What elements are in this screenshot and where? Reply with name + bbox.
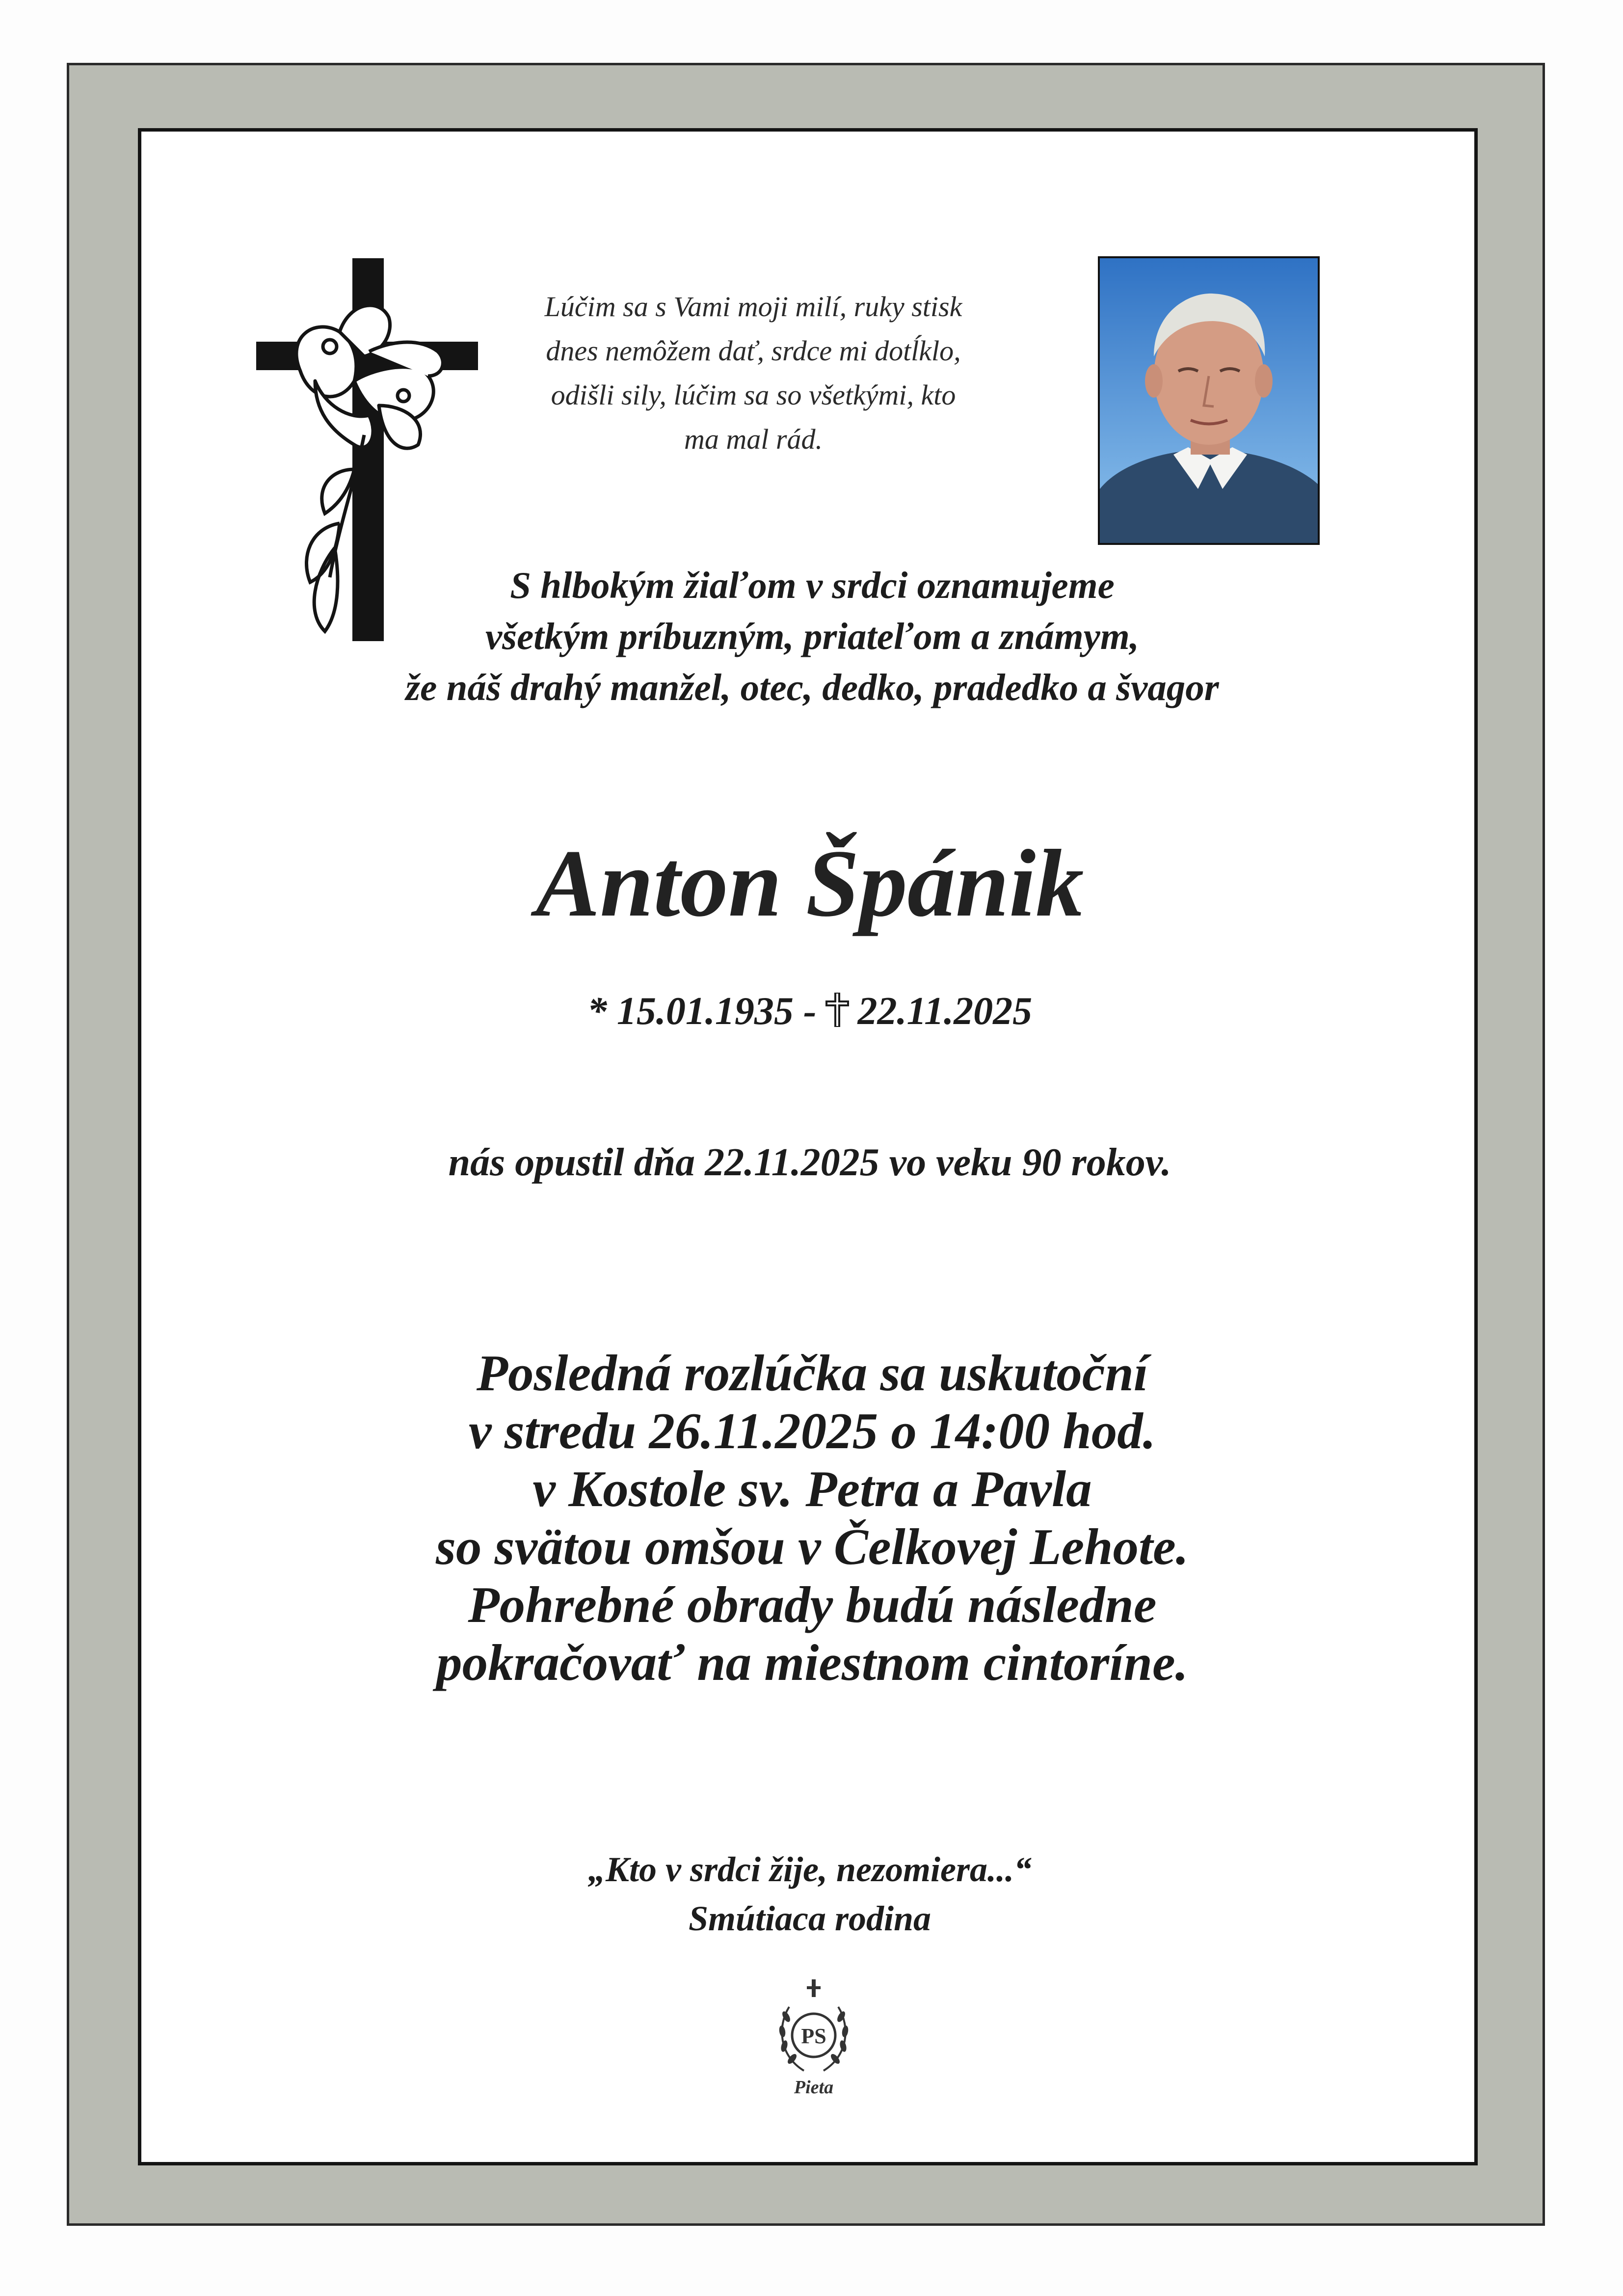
farewell-poem <box>476 285 1031 461</box>
pieta-logo-icon <box>770 1977 858 2085</box>
ceremony-line: Pohrebné obrady budú následne <box>468 1576 1157 1633</box>
ceremony-line: so svätou omšou v Čelkovej Lehote. <box>435 1518 1189 1575</box>
death-date: 22.11.2025 <box>857 990 1033 1033</box>
funeral-details <box>294 1344 1330 1692</box>
family-signature: Smútiaca rodina <box>688 1899 931 1938</box>
poem-line: odišli sily, lúčim sa so všetkými, kto <box>551 379 956 411</box>
intro-line: S hlbokým žiaľom v srdci oznamujeme <box>510 564 1115 606</box>
poem-line: Lúčim sa s Vami moji milí, ruky stisk <box>544 291 962 323</box>
intro-line: všetkým príbuzným, priateľom a známym, <box>485 615 1139 657</box>
poem-line: dnes nemôžem dať, srdce mi dotĺklo, <box>546 335 961 367</box>
death-cross-icon <box>825 993 850 1027</box>
poem-line: ma mal rád. <box>684 423 823 455</box>
portrait-photo <box>1098 256 1320 545</box>
ceremony-line: Posledná rozlúčka sa uskutoční <box>476 1344 1148 1402</box>
closing-block <box>442 1845 1178 1943</box>
ceremony-line: pokračovať na miestnom cintoríne. <box>436 1634 1188 1691</box>
departed-text: nás opustil dňa 22.11.2025 vo veku 90 rokov. <box>448 1141 1171 1184</box>
ceremony-line: v stredu 26.11.2025 o 14:00 hod. <box>468 1402 1156 1459</box>
portrait-image <box>1100 258 1318 543</box>
ceremony-line: v Kostole sv. Petra a Pavla <box>532 1460 1092 1517</box>
deceased-name: Anton Špánik <box>535 830 1084 937</box>
announcement-intro <box>294 560 1330 713</box>
life-dates <box>442 987 1178 1036</box>
logo-brand: Pieta <box>794 2077 834 2098</box>
logo-monogram: PS <box>801 2024 826 2048</box>
birth-date: * 15.01.1935 - <box>587 990 817 1033</box>
intro-line: že náš drahý manžel, otec, dedko, pradedko a švagor <box>405 666 1219 708</box>
closing-quote: „Kto v srdci žije, nezomiera...“ <box>588 1850 1032 1889</box>
